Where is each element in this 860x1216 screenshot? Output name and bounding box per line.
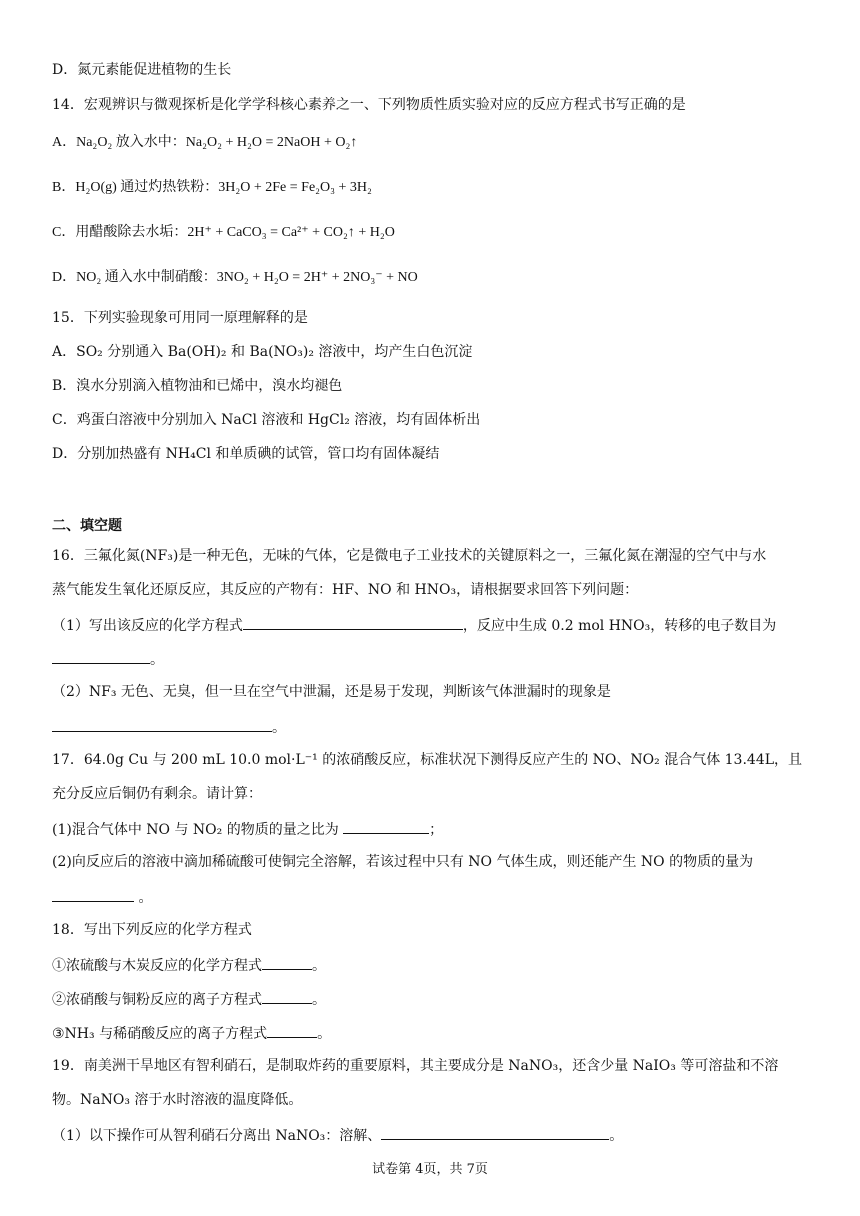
question-14-option-b: B．H₂O(g) 通过灼热铁粉：3H₂O + 2Fe = Fe₂O₃ + 3H₂ (52, 180, 372, 195)
punctuation: 。 (609, 1128, 624, 1144)
question-16-stem-line1: 16．三氟化氮(NF₃)是一种无色，无味的气体，它是微电子工业技术的关键原料之一，三氟化氮在潮湿的空气中与水 (52, 548, 767, 564)
question-14-stem: 14．宏观辨识与微观探析是化学学科核心素养之一、下列物质性质实验对应的反应方程式书写正确的是 (52, 97, 686, 113)
answer-blank[interactable] (52, 886, 134, 902)
question-17-part2: (2)向反应后的溶液中滴加稀硫酸可使铜完全溶解，若该过程中只有 NO 气体生成，则还能产生 NO 的物质的量为 (52, 854, 754, 870)
question-19-part1-prompt: （1）以下操作可从智利硝石分离出 NaNO₃：溶解、 (52, 1128, 382, 1144)
answer-blank[interactable] (52, 716, 272, 732)
punctuation: 。 (138, 890, 153, 906)
option-d-q13: D．氮元素能促进植物的生长 (52, 62, 232, 78)
question-18-item3-prompt: ③NH₃ 与稀硝酸反应的离子方程式 (52, 1026, 268, 1042)
question-16-part1-cont (52, 648, 812, 668)
question-15-option-b: B．溴水分别滴入植物油和已烯中，溴水均褪色 (52, 378, 343, 394)
question-18-item3 (52, 1022, 812, 1042)
page-footer: 试卷第 4页，共 7页 (372, 1162, 488, 1177)
question-14-option-c: C．用醋酸除去水垢：2H⁺ + CaCO₃ = Ca²⁺ + CO₂↑ + H₂O (52, 225, 395, 240)
question-18-item1-prompt: ①浓硫酸与木炭反应的化学方程式 (52, 958, 262, 974)
question-16-part1-prompt: （1）写出该反应的化学方程式 (52, 618, 243, 634)
question-18-item2 (52, 988, 812, 1008)
punctuation: ； (429, 822, 444, 838)
question-15-stem: 15．下列实验现象可用同一原理解释的是 (52, 310, 308, 326)
punctuation: 。 (150, 652, 164, 668)
answer-blank[interactable] (343, 818, 429, 834)
answer-blank[interactable] (262, 954, 312, 970)
section-heading-fill-blank: 二、填空题 (52, 518, 122, 534)
question-16-part2-cont (52, 716, 812, 736)
question-15-option-d: D．分别加热盛有 NH₄Cl 和单质碘的试管，管口均有固体凝结 (52, 446, 440, 462)
punctuation: 。 (312, 992, 326, 1008)
question-17-part2-cont (52, 886, 812, 906)
question-15-option-a: A．SO₂ 分别通入 Ba(OH)₂ 和 Ba(NO₃)₂ 溶液中，均产生白色沉淀 (52, 344, 473, 360)
question-14-option-d: D．NO₂ 通入水中制硝酸：3NO₂ + H₂O = 2H⁺ + 2NO₃⁻ + NO (52, 270, 418, 285)
answer-blank[interactable] (262, 988, 312, 1004)
answer-blank[interactable] (267, 1022, 317, 1038)
question-18-stem: 18．写出下列反应的化学方程式 (52, 922, 252, 938)
question-19-stem-line2: 物。NaNO₃ 溶于水时溶液的温度降低。 (52, 1092, 303, 1108)
question-17-part1-prompt: (1)混合气体中 NO 与 NO₂ 的物质的量之比为 (52, 822, 339, 838)
answer-blank[interactable] (243, 614, 463, 630)
question-17-part1 (52, 818, 812, 838)
question-16-part2: （2）NF₃ 无色、无臭，但一旦在空气中泄漏，还是易于发现，判断该气体泄漏时的现象是 (52, 684, 611, 700)
question-18-item2-prompt: ②浓硝酸与铜粉反应的离子方程式 (52, 992, 262, 1008)
question-17-stem-line1: 17．64.0g Cu 与 200 mL 10.0 mol·L⁻¹ 的浓硝酸反应，标准状况下测得反应产生的 NO、NO₂ 混合气体 13.44L，且 (52, 752, 803, 768)
question-17-stem-line2: 充分反应后铜仍有剩余。请计算： (52, 786, 262, 802)
question-14-option-a: A．Na₂O₂ 放入水中：Na₂O₂ + H₂O = 2NaOH + O₂↑ (52, 135, 358, 150)
question-16-part1 (52, 614, 812, 634)
punctuation: 。 (272, 720, 286, 736)
question-19-part1 (52, 1124, 812, 1144)
answer-blank[interactable] (52, 648, 150, 664)
question-19-stem-line1: 19．南美洲干旱地区有智利硝石，是制取炸药的重要原料，其主要成分是 NaNO₃，还含少量 NaIO₃ 等可溶盐和不溶 (52, 1058, 779, 1074)
punctuation: 。 (312, 958, 326, 974)
question-18-item1 (52, 954, 812, 974)
question-16-part1-tail: ，反应中生成 0.2 mol HNO₃，转移的电子数目为 (462, 618, 777, 634)
answer-blank[interactable] (381, 1124, 609, 1140)
question-16-stem-line2: 蒸气能发生氧化还原反应，其反应的产物有：HF、NO 和 HNO₃，请根据要求回答下列问题： (52, 582, 639, 598)
question-15-option-c: C．鸡蛋白溶液中分别加入 NaCl 溶液和 HgCl₂ 溶液，均有固体析出 (52, 412, 481, 428)
punctuation: 。 (317, 1026, 332, 1042)
